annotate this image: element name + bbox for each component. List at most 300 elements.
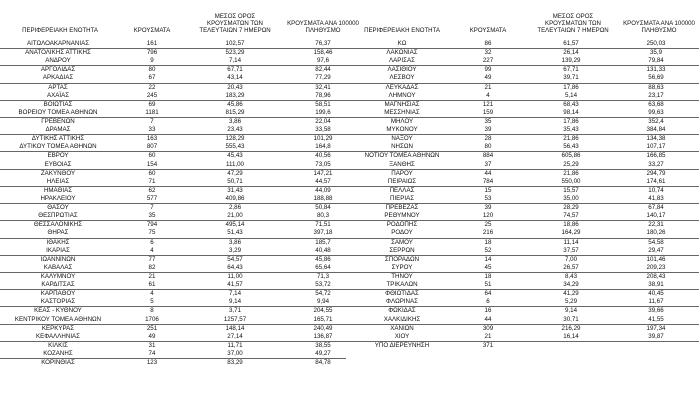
avg7-cell: 64,43 — [227, 263, 243, 271]
cases-cell: 77 — [148, 255, 156, 263]
cases-cell: 37 — [484, 160, 492, 168]
cases-cell: 884 — [482, 152, 494, 160]
table-row — [346, 187, 699, 195]
region-cell: ΤΗΝΟΥ — [391, 272, 413, 280]
table-row — [346, 84, 699, 92]
left-header-cases: ΚΡΟΥΣΜΑΤΑ — [133, 27, 171, 34]
avg7-cell: 41,29 — [563, 290, 579, 298]
table-row — [0, 212, 346, 221]
table-row — [0, 264, 346, 273]
per100k-cell: 50,84 — [315, 204, 331, 212]
cases-cell: 53 — [484, 194, 492, 202]
table-row — [346, 239, 699, 247]
region-cell: ΠΕΙΡΑΙΩΣ — [387, 177, 417, 185]
region-cell: ΣΥΡΟΥ — [391, 263, 413, 271]
per100k-cell: 33,58 — [315, 126, 331, 134]
cases-cell: 64 — [484, 290, 492, 298]
table-row — [0, 359, 346, 367]
per100k-cell: 180,26 — [646, 229, 666, 237]
table-row — [346, 109, 699, 118]
cases-cell: 161 — [146, 40, 158, 47]
avg7-cell: 605,86 — [561, 152, 581, 160]
per100k-cell: 250,03 — [646, 40, 666, 47]
region-cell: ΡΕΘΥΜΝΟΥ — [384, 212, 420, 220]
avg7-cell: 21,86 — [563, 169, 579, 177]
cases-cell: 251 — [146, 324, 158, 332]
table-row — [0, 66, 346, 74]
region-cell: ΚΟΡΙΝΘΙΑΣ — [41, 359, 75, 367]
cases-cell: 69 — [148, 100, 156, 108]
avg7-cell: 61,57 — [563, 40, 579, 47]
avg7-cell: 35,43 — [563, 126, 579, 134]
table-row — [0, 135, 346, 143]
avg7-cell: 3,71 — [228, 307, 242, 315]
per100k-cell: 44,09 — [315, 186, 331, 194]
cases-cell: 18 — [484, 272, 492, 280]
region-cell: ΦΩΚΙΔΑΣ — [388, 307, 416, 315]
cases-cell: 49 — [484, 74, 492, 82]
cases-cell: 784 — [482, 177, 494, 185]
region-cell: ΙΩΑΝΝΙΝΩΝ — [40, 255, 76, 263]
table-row — [346, 66, 699, 74]
per100k-cell: 9,94 — [316, 298, 330, 306]
right-header-cases: ΚΡΟΥΣΜΑΤΑ — [469, 27, 507, 34]
region-cell: ΡΟΔΟΥ — [391, 229, 413, 237]
table-row — [346, 307, 699, 315]
table-row — [346, 118, 699, 126]
per100k-cell: 44,57 — [315, 177, 331, 185]
per100k-cell: 40,56 — [315, 152, 331, 160]
cases-cell: 61 — [148, 281, 156, 289]
table-row — [346, 143, 699, 152]
avg7-cell: 164,29 — [561, 229, 581, 237]
table-row — [0, 325, 346, 333]
table-row — [0, 92, 346, 101]
per100k-cell: 38,91 — [648, 281, 664, 289]
table-row — [346, 74, 699, 83]
avg7-cell: 9,14 — [228, 298, 242, 306]
table-row — [346, 316, 699, 325]
region-cell: ΝΑΞΟΥ — [391, 135, 413, 143]
per100k-cell: 40,45 — [648, 290, 664, 298]
table-row — [0, 57, 346, 66]
avg7-cell: 128,29 — [225, 135, 245, 143]
table-row — [346, 161, 699, 170]
avg7-cell: 20,43 — [227, 83, 243, 91]
avg7-cell: 17,86 — [563, 117, 579, 125]
table-row — [0, 101, 346, 109]
cases-cell: 120 — [482, 212, 494, 220]
cases-cell: 18 — [484, 238, 492, 246]
table-row — [0, 290, 346, 298]
per100k-cell: 58,51 — [315, 100, 331, 108]
per100k-cell: 107,17 — [646, 143, 666, 151]
avg7-cell: 26,14 — [563, 49, 579, 57]
table-row — [0, 74, 346, 83]
cases-cell: 21 — [484, 83, 492, 91]
table-row — [346, 170, 699, 178]
region-cell: ΘΕΣΠΡΩΤΙΑΣ — [38, 212, 78, 220]
avg7-cell: 30,71 — [563, 315, 579, 323]
table-row — [0, 273, 346, 281]
table-row — [0, 187, 346, 195]
region-cell: ΑΧΑΪΑΣ — [46, 91, 70, 99]
per100k-cell: 294,79 — [646, 169, 666, 177]
per100k-cell: 352,4 — [648, 117, 664, 125]
region-cell: ΔΥΤΙΚΟΥ ΤΟΜΕΑ ΑΘΗΝΩΝ — [19, 143, 97, 151]
cases-cell: 4 — [150, 290, 154, 298]
cases-cell: 35 — [148, 212, 156, 220]
table-row — [346, 101, 699, 109]
cases-cell: 7 — [150, 204, 154, 212]
per100k-cell: 71,51 — [315, 221, 331, 229]
table-row — [346, 40, 699, 49]
region-cell: ΧΑΝΙΩΝ — [390, 324, 414, 332]
region-cell: ΝΗΣΩΝ — [391, 143, 413, 151]
per100k-cell: 23,17 — [648, 91, 664, 99]
avg7-cell: 102,57 — [225, 40, 245, 47]
cases-cell: 121 — [482, 100, 494, 108]
left-header-region: ΠΕΡΙΦΕΡΕΙΑΚΗ ΕΝΟΤΗΤΑ — [22, 27, 98, 34]
per100k-cell: 136,87 — [313, 332, 333, 340]
per100k-cell: 41,83 — [648, 194, 664, 202]
cases-cell: 227 — [482, 57, 494, 65]
left-header-cases-per-100k: ΚΡΟΥΣΜΑΤΑ ΑΝΑ 100000 ΠΛΗΘΥΣΜΟ — [287, 20, 359, 34]
table-row — [0, 161, 346, 170]
avg7-cell: 47,29 — [227, 169, 243, 177]
avg7-cell: 3,86 — [228, 117, 242, 125]
per100k-cell: 40,48 — [315, 246, 331, 254]
per100k-cell: 49,27 — [315, 349, 331, 357]
per100k-cell: 240,49 — [313, 324, 333, 332]
cases-cell: 1181 — [145, 108, 159, 116]
per100k-cell: 134,38 — [646, 135, 666, 143]
table-row — [0, 239, 346, 247]
table-row — [346, 264, 699, 273]
cases-cell: 216 — [482, 229, 494, 237]
table-row — [0, 84, 346, 92]
cases-cell: 62 — [148, 186, 156, 194]
cases-cell: 9 — [150, 57, 154, 65]
table-row — [0, 49, 346, 57]
cases-cell: 39 — [484, 204, 492, 212]
table-row — [346, 281, 699, 290]
per100k-cell: 101,46 — [646, 255, 666, 263]
per100k-cell: 11,67 — [648, 298, 664, 306]
table-row — [0, 178, 346, 187]
cases-cell: 82 — [148, 263, 156, 271]
region-cell: ΙΚΑΡΙΑΣ — [46, 246, 70, 254]
cases-cell: 159 — [482, 108, 494, 116]
per100k-cell: 29,47 — [648, 246, 664, 254]
avg7-cell: 7,14 — [228, 57, 242, 65]
avg7-cell: 555,43 — [225, 143, 245, 151]
avg7-cell: 550,00 — [561, 177, 581, 185]
cases-cell: 44 — [484, 169, 492, 177]
cases-cell: 60 — [148, 169, 156, 177]
region-cell: ΠΡΕΒΕΖΑΣ — [385, 204, 419, 212]
table-row — [0, 281, 346, 290]
avg7-cell: 54,57 — [227, 255, 243, 263]
per100k-cell: 165,71 — [313, 315, 333, 323]
region-cell: ΑΡΚΑΔΙΑΣ — [42, 74, 74, 82]
avg7-cell: 45,43 — [227, 152, 243, 160]
cases-cell: 25 — [484, 221, 492, 229]
cases-cell: 22 — [148, 83, 156, 91]
cases-cell: 371 — [482, 341, 494, 349]
cases-cell: 80 — [484, 143, 492, 151]
table-row — [0, 143, 346, 152]
per100k-cell: 22,04 — [315, 117, 331, 125]
table-row — [346, 152, 699, 160]
per100k-cell: 204,55 — [313, 307, 333, 315]
region-cell: ΖΑΚΥΝΘΟΥ — [40, 169, 76, 177]
cases-cell: 71 — [148, 177, 156, 185]
cases-cell: 49 — [148, 332, 156, 340]
avg7-cell: 45,86 — [227, 100, 243, 108]
avg7-cell: 35,00 — [563, 194, 579, 202]
table-row — [0, 109, 346, 118]
region-cell: ΛΑΡΙΣΑΣ — [389, 57, 415, 65]
region-cell: ΓΡΕΒΕΝΩΝ — [41, 117, 75, 125]
right-table-body — [346, 40, 699, 350]
cases-cell: 4 — [150, 246, 154, 254]
region-cell: ΔΥΤΙΚΗΣ ΑΤΤΙΚΗΣ — [31, 135, 85, 143]
per100k-cell: 188,88 — [313, 194, 333, 202]
region-cell: ΜΥΚΟΝΟΥ — [386, 126, 418, 134]
region-cell: ΜΑΓΝΗΣΙΑΣ — [384, 100, 420, 108]
avg7-cell: 37,57 — [563, 246, 579, 254]
table-row — [0, 195, 346, 204]
per100k-cell: 197,34 — [646, 324, 666, 332]
avg7-cell: 5,29 — [564, 298, 578, 306]
cases-cell: 52 — [484, 246, 492, 254]
table-row — [346, 195, 699, 204]
avg7-cell: 1257,57 — [223, 315, 247, 323]
per100k-cell: 97,6 — [316, 57, 330, 65]
per100k-cell: 33,27 — [648, 160, 664, 168]
region-cell: ΑΡΤΑΣ — [48, 83, 68, 91]
per100k-cell: 99,63 — [648, 108, 664, 116]
cases-cell: 309 — [482, 324, 494, 332]
region-cell: ΣΠΟΡΑΔΩΝ — [384, 255, 420, 263]
avg7-cell: 11,71 — [227, 341, 243, 349]
cases-cell: 21 — [484, 332, 492, 340]
region-cell: ΣΑΜΟΥ — [391, 238, 413, 246]
table-row — [346, 229, 699, 238]
table-row — [346, 92, 699, 101]
avg7-cell: 56,43 — [563, 143, 579, 151]
avg7-cell: 148,14 — [225, 324, 245, 332]
avg7-cell: 27,14 — [227, 332, 243, 340]
avg7-cell: 3,86 — [228, 238, 242, 246]
avg7-cell: 111,00 — [225, 160, 244, 168]
per100k-cell: 78,96 — [315, 91, 331, 99]
cases-cell: 794 — [146, 221, 158, 229]
avg7-cell: 495,14 — [225, 221, 245, 229]
table-row — [346, 333, 699, 342]
per100k-cell: 80,3 — [316, 212, 330, 220]
per100k-cell: 88,63 — [648, 83, 664, 91]
region-cell: ΝΟΤΙΟΥ ΤΟΜΕΑ ΑΘΗΝΩΝ — [364, 152, 440, 160]
region-cell: ΥΠΟ ΔΙΕΡΕΥΝΗΣΗ — [374, 341, 430, 349]
avg7-cell: 25,29 — [563, 160, 579, 168]
region-cell: ΗΡΑΚΛΕΙΟΥ — [40, 194, 76, 202]
region-cell: ΡΟΔΟΠΗΣ — [386, 221, 418, 229]
per100k-cell: 76,37 — [315, 40, 331, 47]
region-cell: ΚΕΑΣ - ΚΥΘΝΟΥ — [34, 307, 82, 315]
per100k-cell: 54,58 — [648, 238, 664, 246]
cases-cell: 28 — [484, 135, 492, 143]
cases-cell: 1706 — [145, 315, 159, 323]
region-cell: ΕΥΒΟΙΑΣ — [44, 160, 72, 168]
cases-cell: 123 — [146, 359, 158, 367]
table-row — [346, 204, 699, 212]
region-cell: ΠΙΕΡΙΑΣ — [389, 194, 415, 202]
region-cell: ΛΕΥΚΑΔΑΣ — [385, 83, 419, 91]
cases-cell: 807 — [146, 143, 158, 151]
table-row — [0, 170, 346, 178]
per100k-cell: 67,84 — [648, 204, 664, 212]
cases-cell: 15 — [484, 186, 492, 194]
table-row — [0, 126, 346, 135]
cases-cell: 5 — [150, 298, 154, 306]
region-cell: ΚΑΛΥΜΝΟΥ — [40, 272, 76, 280]
region-cell: ΤΡΙΚΑΛΩΝ — [386, 281, 418, 289]
region-cell: ΘΕΣΣΑΛΟΝΙΚΗΣ — [33, 221, 83, 229]
cases-cell: 577 — [146, 194, 158, 202]
avg7-cell: 28,29 — [563, 204, 579, 212]
table-row — [0, 256, 346, 264]
cases-cell: 32 — [484, 49, 492, 57]
region-cell: ΚΑΒΑΛΑΣ — [43, 263, 73, 271]
cases-cell: 14 — [484, 255, 492, 263]
table-row — [346, 221, 699, 229]
region-cell: ΚΕΦΑΛΛΗΝΙΑΣ — [35, 332, 80, 340]
region-cell: ΕΒΡΟΥ — [47, 152, 69, 160]
avg7-cell: 216,29 — [561, 324, 581, 332]
region-cell: ΒΟΙΩΤΙΑΣ — [43, 100, 73, 108]
table-row — [0, 316, 346, 325]
avg7-cell: 523,29 — [225, 49, 245, 57]
table-row — [346, 298, 699, 307]
region-cell: ΧΑΛΚΙΔΙΚΗΣ — [383, 315, 421, 323]
per100k-cell: 38,55 — [315, 341, 331, 349]
region-cell: ΛΑΚΩΝΙΑΣ — [386, 49, 418, 57]
cases-cell: 35 — [484, 117, 492, 125]
per100k-cell: 131,33 — [646, 66, 666, 74]
region-cell: ΜΕΣΣΗΝΙΑΣ — [384, 108, 420, 116]
region-cell: ΛΗΜΝΟΥ — [388, 91, 416, 99]
per100k-cell: 56,69 — [648, 74, 664, 82]
cases-cell: 86 — [484, 40, 492, 47]
cases-cell: 16 — [484, 307, 492, 315]
cases-cell: 99 — [484, 66, 492, 74]
left-header-7day-average: ΜΕΣΟΣ ΟΡΟΣ ΚΡΟΥΣΜΑΤΩΝ ΤΩΝ ΤΕΛΕΥΤΑΙΩΝ 7 ΗΜΕΡΩΝ — [199, 13, 271, 34]
region-cell: ΚΑΣΤΟΡΙΑΣ — [40, 298, 76, 306]
avg7-cell: 183,29 — [225, 91, 245, 99]
cases-cell: 8 — [150, 307, 154, 315]
table-row — [346, 212, 699, 221]
avg7-cell: 8,43 — [564, 272, 578, 280]
per100k-cell: 53,72 — [315, 281, 331, 289]
table-row — [346, 49, 699, 57]
table-row — [346, 290, 699, 298]
avg7-cell: 23,43 — [227, 126, 243, 134]
cases-cell: 4 — [486, 91, 490, 99]
table-row — [346, 342, 699, 350]
avg7-cell: 83,29 — [227, 359, 243, 367]
cases-cell: 6 — [150, 238, 154, 246]
per100k-cell: 384,84 — [646, 126, 666, 134]
cases-cell: 51 — [484, 281, 492, 289]
region-cell: ΚΕΝΤΡΙΚΟΥ ΤΟΜΕΑ ΑΘΗΝΩΝ — [14, 315, 102, 323]
avg7-cell: 3,29 — [228, 246, 242, 254]
table-row — [346, 57, 699, 66]
region-cell: ΑΝΑΤΟΛΙΚΗΣ ΑΤΤΙΚΗΣ — [25, 49, 91, 57]
per100k-cell: 185,7 — [315, 238, 331, 246]
region-cell: ΚΩ — [397, 40, 407, 47]
per100k-cell: 84,78 — [315, 359, 331, 367]
avg7-cell: 16,14 — [563, 332, 579, 340]
cases-cell: 154 — [146, 160, 158, 168]
table-row — [0, 342, 346, 350]
avg7-cell: 5,14 — [564, 91, 578, 99]
per100k-cell: 71,3 — [316, 272, 330, 280]
avg7-cell: 74,57 — [563, 212, 579, 220]
cases-cell: 21 — [148, 272, 156, 280]
cases-cell: 80 — [148, 66, 156, 74]
per100k-cell: 209,23 — [646, 263, 666, 271]
per100k-cell: 45,86 — [315, 255, 331, 263]
per100k-cell: 65,64 — [315, 263, 331, 271]
avg7-cell: 34,29 — [563, 281, 579, 289]
region-cell: ΦΘΙΩΤΙΔΑΣ — [385, 290, 419, 298]
avg7-cell: 67,71 — [227, 66, 243, 74]
region-cell: ΚΑΡΔΙΤΣΑΣ — [41, 281, 75, 289]
region-cell: ΜΗΛΟΥ — [390, 117, 414, 125]
per100k-cell: 101,29 — [313, 135, 333, 143]
table-row — [0, 247, 346, 256]
region-cell: ΧΙΟΥ — [394, 332, 410, 340]
region-cell: ΘΗΡΑΣ — [47, 229, 69, 237]
region-cell: ΞΑΝΘΗΣ — [389, 160, 415, 168]
avg7-cell: 41,57 — [227, 281, 243, 289]
table-row — [346, 135, 699, 143]
table-row — [346, 273, 699, 281]
cases-cell: 45 — [484, 263, 492, 271]
region-cell: ΘΑΣΟΥ — [47, 204, 69, 212]
region-cell: ΚΟΖΑΝΗΣ — [43, 349, 73, 357]
region-cell: ΠΑΡΟΥ — [391, 169, 413, 177]
avg7-cell: 26,57 — [563, 263, 579, 271]
per100k-cell: 79,84 — [648, 57, 664, 65]
table-row — [346, 247, 699, 256]
per100k-cell: 158,46 — [313, 49, 333, 57]
cases-cell: 796 — [146, 49, 158, 57]
avg7-cell: 51,43 — [227, 229, 243, 237]
left-table-body — [0, 40, 346, 367]
avg7-cell: 98,14 — [563, 108, 579, 116]
table-row — [0, 152, 346, 160]
avg7-cell: 31,43 — [227, 186, 243, 194]
per100k-cell: 32,41 — [315, 83, 331, 91]
region-cell: ΚΙΛΚΙΣ — [48, 341, 68, 349]
per100k-cell: 208,43 — [646, 272, 666, 280]
right-header-region: ΠΕΡΙΦΕΡΕΙΑΚΗ ΕΝΟΤΗΤΑ — [364, 27, 440, 34]
avg7-cell: 67,71 — [563, 66, 579, 74]
region-cell: ΙΘΑΚΗΣ — [46, 238, 70, 246]
